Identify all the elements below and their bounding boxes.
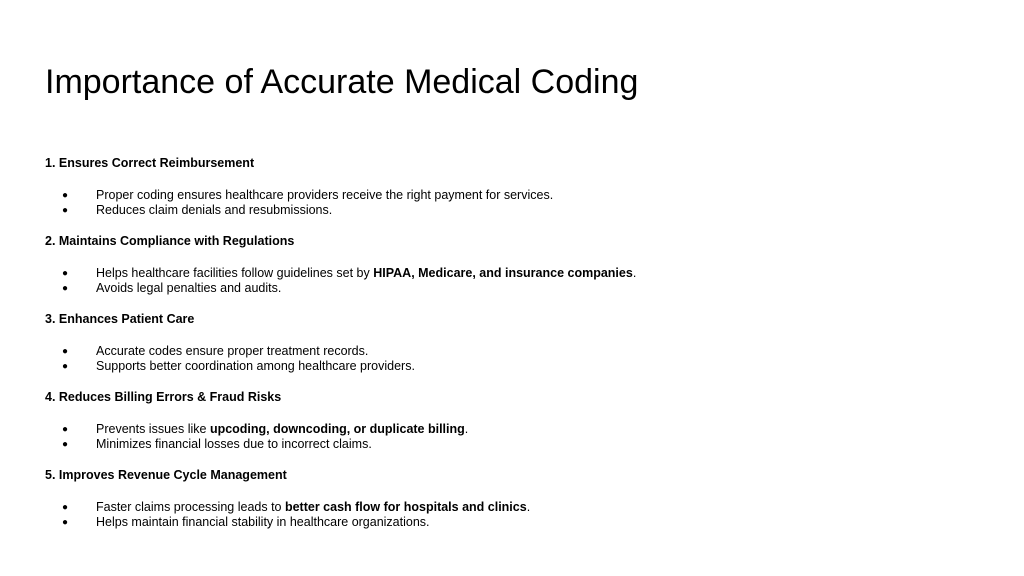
bullet-text: Accurate codes ensure proper treatment records. (96, 344, 369, 358)
bullet-dot-icon: ● (62, 502, 69, 513)
bullet-dot-icon: ● (62, 517, 69, 528)
bullet-text: Prevents issues like upcoding, downcoding, or duplicate billing. (96, 422, 469, 436)
bullet-item (0, 515, 1024, 530)
bullet-item (0, 203, 1024, 218)
bullet-text: Proper coding ensures healthcare providers receive the right payment for services. (96, 188, 554, 202)
slide-title: Importance of Accurate Medical Coding (45, 63, 639, 101)
section-heading-patient-care: 3. Enhances Patient Care (45, 312, 195, 326)
bullet-text: Reduces claim denials and resubmissions. (96, 203, 333, 217)
bullet-text: Helps healthcare facilities follow guidelines set by HIPAA, Medicare, and insurance companies. (96, 266, 637, 280)
bullet-item (0, 188, 1024, 203)
bullet-item (0, 500, 1024, 515)
bullet-item (0, 266, 1024, 281)
bullet-item (0, 359, 1024, 374)
bullet-dot-icon: ● (62, 439, 69, 450)
section-heading-billing-errors: 4. Reduces Billing Errors & Fraud Risks (45, 390, 282, 404)
bullet-text: Avoids legal penalties and audits. (96, 281, 282, 295)
bullet-dot-icon: ● (62, 205, 69, 216)
bullet-dot-icon: ● (62, 361, 69, 372)
bullet-dot-icon: ● (62, 190, 69, 201)
section-heading-reimbursement: 1. Ensures Correct Reimbursement (45, 156, 255, 170)
section-heading-revenue-cycle: 5. Improves Revenue Cycle Management (45, 468, 287, 482)
bullet-item (0, 437, 1024, 452)
bullet-dot-icon: ● (62, 424, 69, 435)
bullet-item (0, 422, 1024, 437)
bullet-text: Faster claims processing leads to better cash flow for hospitals and clinics. (96, 500, 531, 514)
bullet-text: Supports better coordination among healthcare providers. (96, 359, 415, 373)
bullet-dot-icon: ● (62, 346, 69, 357)
bullet-dot-icon: ● (62, 283, 69, 294)
section-heading-compliance: 2. Maintains Compliance with Regulations (45, 234, 295, 248)
bullet-dot-icon: ● (62, 268, 69, 279)
bullet-text: Minimizes financial losses due to incorrect claims. (96, 437, 372, 451)
bullet-text: Helps maintain financial stability in healthcare organizations. (96, 515, 430, 529)
bullet-item (0, 344, 1024, 359)
bullet-item (0, 281, 1024, 296)
